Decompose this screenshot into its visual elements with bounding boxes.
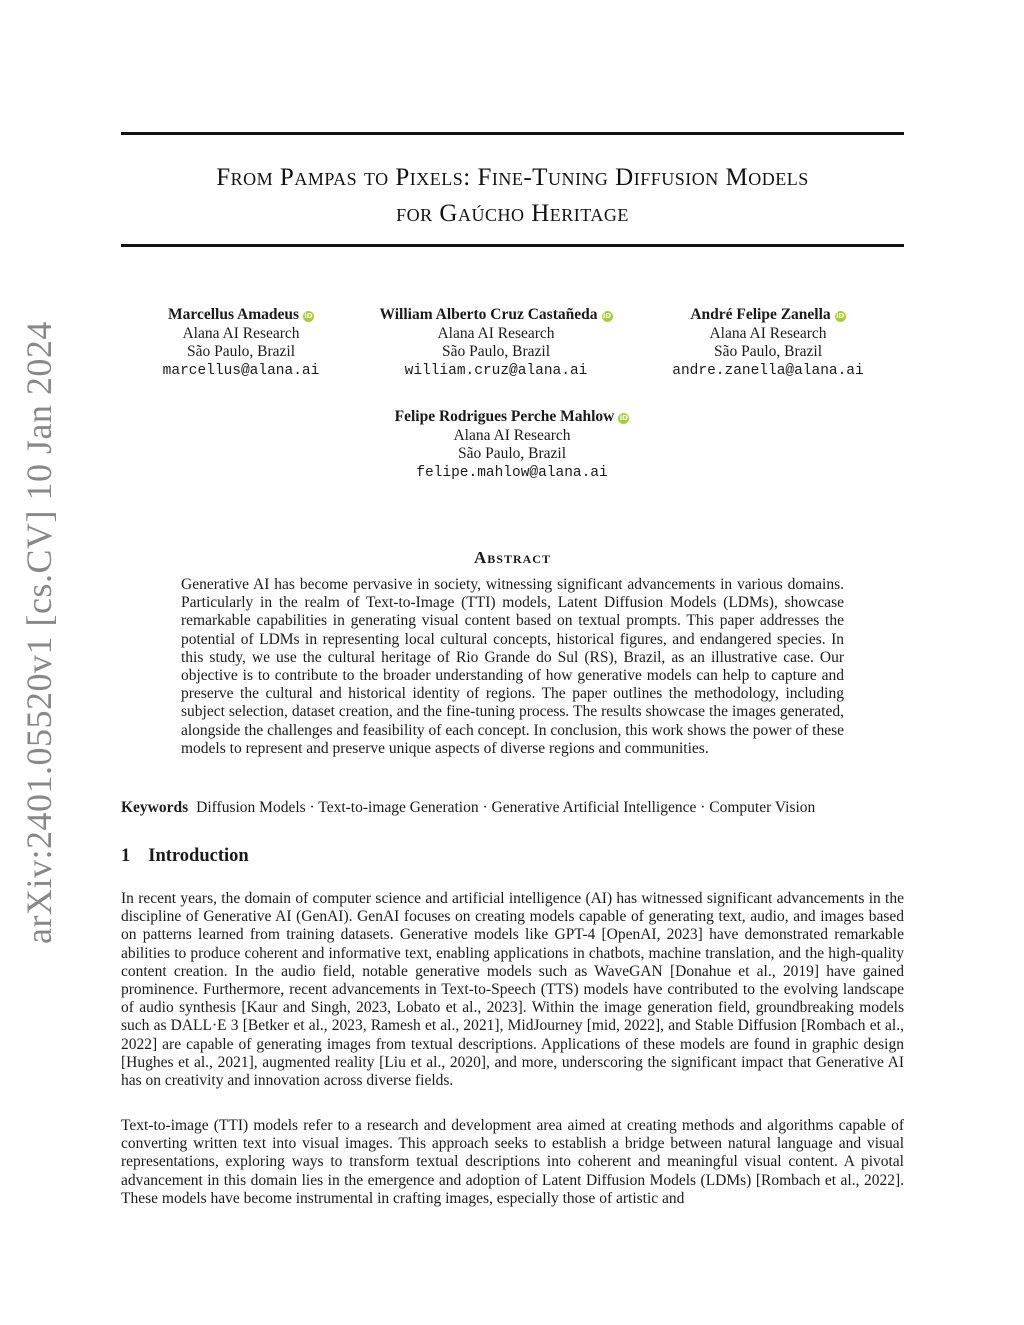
keywords-text: Diffusion Models · Text-to-image Generation · Generative Artificial Intelligence · Computer Vision [196,799,816,816]
section-number: 1 [121,846,131,866]
arxiv-stamp: arXiv:2401.05520v1 [cs.CV] 10 Jan 2024 [19,321,59,944]
author-block [658,306,878,380]
author-name: Felipe Rodrigues Perche Mahlow [394,408,615,425]
author-affiliation: Alana AI Research [709,324,827,342]
keywords [121,799,904,817]
author-affiliation: Alana AI Research [437,324,555,342]
title-rule-bottom [121,244,904,247]
author-name: André Felipe Zanella [690,306,831,323]
author-location: São Paulo, Brazil [457,445,567,462]
paper-title-line-2: for Gaúcho Heritage [396,200,629,227]
author-affiliation: Alana AI Research [453,426,571,444]
author-block [356,306,636,380]
author-affiliation: Alana AI Research [182,324,300,342]
abstract-text: Generative AI has become pervasive in society, witnessing significant advancements in various domains. Particularly in the realm of Text-to-Image (TTI) models, Latent Diffusion Models (LDMs), showcase remarkable capabilities in generating visual content based on textual prompts. This paper addresses the potential of LDMs in representing local cultural concepts, historical figures, and endangered species. In this study, we use the cultural heritage of Rio Grande do Sul (RS), Brazil, as an illustrative case. Our objective is to contribute to the broader understanding of how generative models can help to capture and preserve the cultural and historical identity of regions. The paper outlines the methodology, including subject selection, dataset creation, and the fine-tuning process. The results showcase the images generated, alongside the challenges and feasibility of each concept. In conclusion, this work shows the power of these models to represent and preserve unique aspects of diverse regions and communities. [181,576,844,757]
body-paragraph: Text-to-image (TTI) models refer to a research and development area aimed at creating methods and algorithms capable of converting written text into visual images. This approach seeks to establish a bridge between natural language and visual representations, exploring ways to transform textual descriptions into coherent and meaningful visual content. A pivotal advancement in this domain lies in the emergence and adoption of Latent Diffusion Models (LDMs) [Rombach et al., 2022]. These models have become instrumental in crafting images, especially those of artistic and [121,1117,904,1207]
paper-title [121,160,904,232]
author-block [141,306,341,380]
author-name: William Alberto Cruz Castañeda [379,306,598,323]
keywords-label: Keywords [121,799,189,816]
author-location: São Paulo, Brazil [441,343,551,360]
orcid-icon[interactable]: iD [836,312,845,320]
author-email[interactable]: marcellus@alana.ai [162,362,320,379]
author-location: São Paulo, Brazil [186,343,296,360]
abstract-heading: Abstract [474,548,551,567]
section-title: Introduction [148,846,249,866]
author-email[interactable]: andre.zanella@alana.ai [672,362,864,379]
author-block [362,408,662,482]
author-email[interactable]: felipe.mahlow@alana.ai [416,464,608,481]
orcid-icon[interactable]: iD [602,312,612,320]
orcid-icon[interactable]: iD [619,414,628,422]
paper-title-line-1: From Pampas to Pixels: Fine-Tuning Diffusion Models [216,164,809,191]
orcid-icon[interactable]: iD [304,312,313,320]
author-location: São Paulo, Brazil [713,343,823,360]
section-heading [121,846,249,867]
author-name: Marcellus Amadeus [167,306,300,323]
title-rule-top [121,132,904,135]
author-email[interactable]: william.cruz@alana.ai [404,362,588,379]
body-paragraph: In recent years, the domain of computer science and artificial intelligence (AI) has witnessed significant advancements in the discipline of Generative AI (GenAI). GenAI focuses on creating models capable of generating text, audio, and images based on patterns learned from training datasets. Generative models like GPT-4 [OpenAI, 2023] have demonstrated remarkable abilities to produce coherent and informative text, enabling applications in chatbots, machine translation, and the high-quality content creation. In the audio field, notable generative models such as WaveGAN [Donahue et al., 2019] have gained prominence. Furthermore, recent advancements in Text-to-Speech (TTS) models have contributed to the evolving landscape of audio synthesis [Kaur and Singh, 2023, Lobato et al., 2023]. Within the image generation field, groundbreaking models such as DALL·E 3 [Betker et al., 2023, Ramesh et al., 2021], MidJourney [mid, 2022], and Stable Diffusion [Rombach et al., 2022] are capable of generating images from textual descriptions. Applications of these models are found in graphic design [Hughes et al., 2021], augmented reality [Liu et al., 2020], and more, underscoring the significant impact that Generative AI has on creativity and innovation across diverse fields. [121,890,904,1090]
